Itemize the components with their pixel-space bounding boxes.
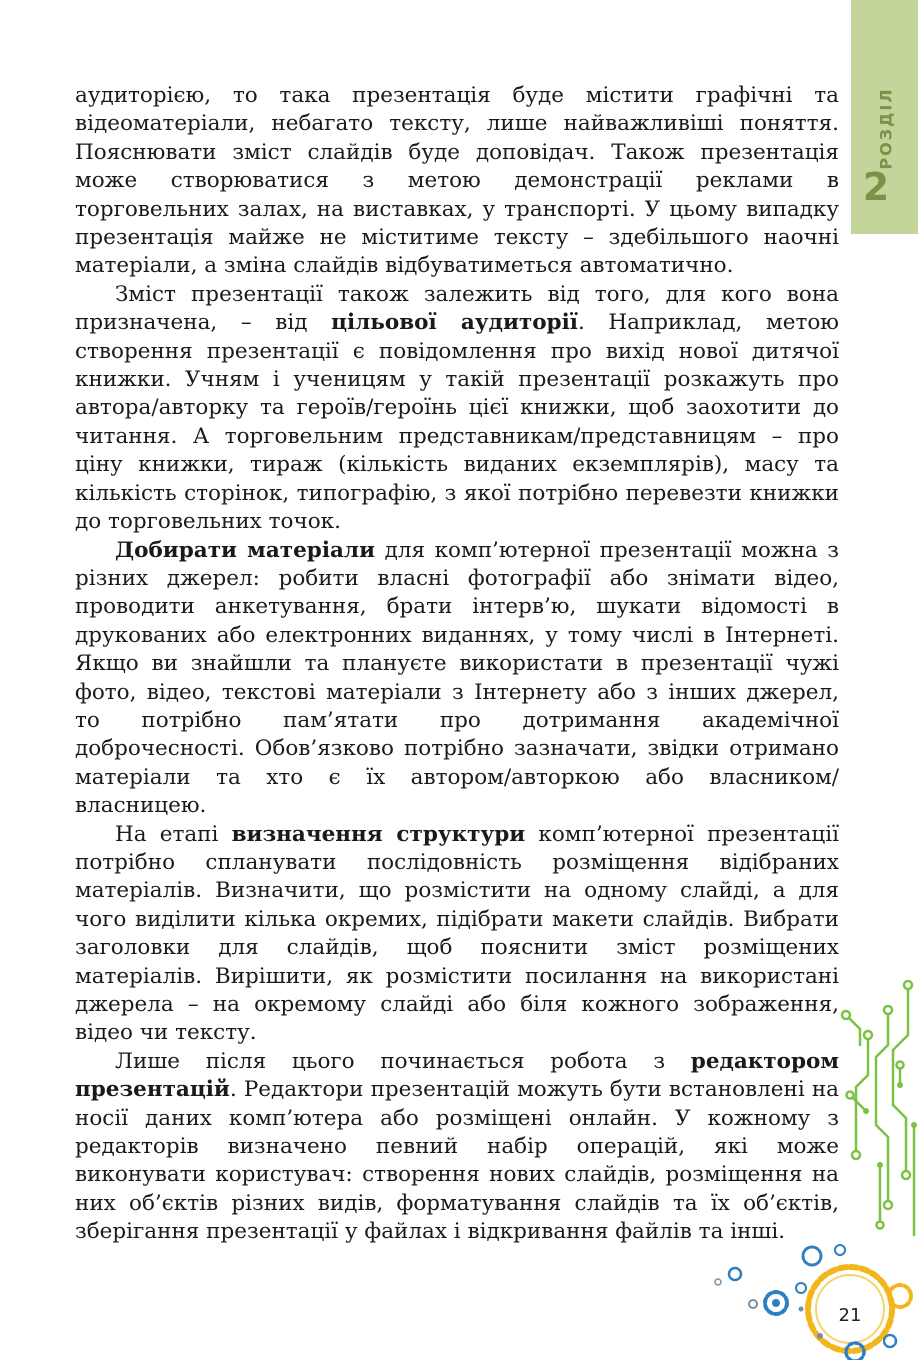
page-number-badge [830,1295,870,1335]
text-run: аудиторією, то така презентація буде містити графічні та відеоматеріали, небагато тексту, лише найважливіші поняття. Пояснювати зміст слайдів буде доповідач. Також презентація може створюватися з метою демонстрації реклами в торговельних залах, на виставках, у транспорті. У цьому випадку презентація майже не міститиме тексту – здебільшого наочні матеріали, а зміна слайдів відбуватиметься автоматично. [75,83,839,279]
section-word: РОЗДІЛ [876,86,896,170]
text-run: . Наприклад, метою створення презентації є повідомлення про вихід нової дитячої книжки. Учням і ученицям у такій презентації розкажуть про автора/авторку та героїв/героїнь цієї книжки, щоб заохотити до читання. А торговельним представникам/представницям – про ціну книжки, тираж (кількість виданих екземплярів), масу та кількість сторінок, типографію, з якої потрібно перевезти книжки до торговельних точок. [75,310,839,535]
bold-term: Добирати матеріали [115,537,376,563]
paragraph [75,82,839,281]
circuit-decoration [838,975,918,1265]
paragraph [75,537,839,821]
bold-term: цільової аудиторії [331,310,578,336]
paragraph [75,281,839,537]
body-text [75,82,839,1247]
bold-term: редактором презентацій [75,1048,839,1103]
bold-term: визначення структури [231,821,526,847]
text-run: для комп’ютерної презентації можна з різних джерел: робити власні фотографії або знімати відео, проводити анкетування, брати інтерв’ю, шукати відомості в друкованих або електронних виданнях, у тому числі в Інтернеті. Якщо ви знайшли та плануєте використати в презентації чужі фото, відео, текстові матеріали з Інтернету або з інших джерел, то потрібно пам’ятати про дотримання академічної доброчесності. Обов’язково потрібно зазначати, звідки отримано матеріали та хто є їх автором/авторкою або власником/власницею. [75,537,839,819]
text-run: . Редактори презентацій можуть бути встановлені на носії даних комп’ютера або розміщені онлайн. У кожному з редакторів визначено певний набір операцій, які може виконувати користувач: створення нових слайдів, розміщення на них об’єктів різних видів, форматування слайдів та їх об’єктів, зберігання презентації у файлах і відкривання файлів та інші. [75,1077,839,1245]
text-run: Лише після цього починається робота з [115,1048,691,1074]
section-number: 2 [862,165,890,209]
text-run: На етапі [115,821,232,847]
paragraph [75,821,839,1048]
text-run: Зміст презентації також залежить від того, для кого вона призначена, – від [75,281,839,336]
section-label [873,88,899,168]
paragraph [75,1048,839,1247]
page-number: 21 [838,1304,862,1326]
gears-decoration [700,1236,918,1360]
text-run: комп’ютерної презентації потрібно спланувати послідовність розміщення відібраних матеріалів. Визначити, що розмістити на одному слайді, а для чого виділити кілька окремих, підібрати макети слайдів. Вибрати заголовки для слайдів, щоб пояснити зміст розміщених матеріалів. Вирішити, як розмістити посилання на використані джерела – на окремому слайді або біля кожного зображення, відео чи тексту. [75,821,839,1046]
